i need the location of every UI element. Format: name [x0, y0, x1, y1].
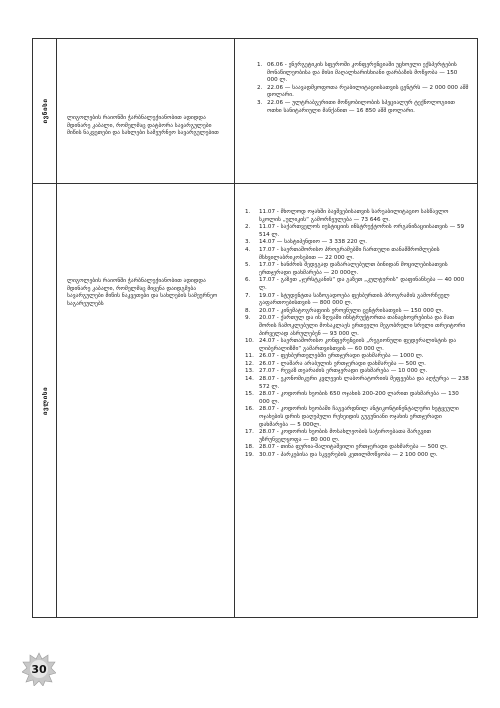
- table-row: [33, 39, 477, 184]
- items-list: [245, 209, 469, 460]
- item-text: 28.07 - თინა ფურია-შალიტაშვილი ერთჯერადი დახმარება — 500 ლ.: [259, 444, 448, 451]
- page-number-badge: [22, 652, 56, 686]
- item-text: 28.07 - კოდორის ხეობის მოსახლეობის საჭიროებათა შარგვით უზრუნველყოფა — 80 000 ლ.: [259, 429, 431, 443]
- list-item: [245, 262, 469, 277]
- list-item: [245, 247, 469, 262]
- item-text: 26.07 - ფეხბურთელებში ერთჯერადი დახმარება — 1000 ლ.: [259, 353, 424, 360]
- items-list: [257, 62, 469, 115]
- item-number: 9.: [245, 315, 251, 322]
- item-text: 06.06 - ენერგეტიკის სფეროში კონფერენციაში უცხოელი ექსპერტების მონაწილეობისა და მისი მაღალხარისხიანი დარბაზის მოწყობა — 150 000 ლ.: [267, 62, 458, 84]
- item-text: 20.07 - ქართულ და ის ზღვაში ინსტრუქტორთა თანაცხოვრებისა და მათ შორის ჩამოკლებული მოსაკლაეს ერთეული მეგობრული სრული თრეიტორი პირველად ასრულებენ — 93 000 ლ.: [259, 315, 466, 337]
- item-text: 24.07 - საერთაშორისო კონფერენციის „რეგიონული ფედერალისტის და ლიბერალიზმი“ გამართვისთვის — 60 000 ლ.: [259, 338, 457, 352]
- item-number: 17.: [245, 429, 254, 436]
- item-number: 19.: [245, 452, 254, 458]
- item-text: 20.07 - კინემატოგრაფიის ეროვნული ცენტრისათვის — 150 000 ლ.: [259, 307, 444, 314]
- list-item: [245, 209, 469, 224]
- item-number: 6.: [245, 277, 251, 284]
- list-item: [257, 62, 469, 85]
- item-text: 26.07 - ლაშარა არაბულის ერთჯერადი დახმარება — 500 ლ.: [259, 360, 426, 367]
- item-text: 27.07 - რევაზ თეარაძის ერთჯერადი დახმარება — 10 000 ლ.: [259, 368, 428, 375]
- list-item: [257, 85, 469, 100]
- month-cell: [33, 39, 57, 183]
- item-text: 22.06 — ულტრაბგერითი მოწყობილობის სპეციალურ ტექნოლოგიით ოთხი სანიტარიული მანქანით — 16 850 აშშ დოლარი.: [267, 99, 455, 114]
- list-item: [245, 224, 469, 239]
- list-item: [245, 338, 469, 353]
- list-item: [245, 315, 469, 338]
- item-number: 14.: [245, 376, 254, 383]
- list-item: [245, 239, 469, 247]
- item-number: 3.: [245, 239, 251, 246]
- item-number: 1.: [245, 209, 251, 215]
- item-text: 17.07 - საერთაშორისო პროგრამებში ჩართული თანამშრომლების მსხვილაბრიკოსებით — 22 000 ლ.: [259, 246, 440, 261]
- description-cell: [57, 39, 235, 183]
- item-number: 5.: [245, 262, 251, 269]
- description-text: ლიგოლების რაიონში ჭარბნალექიანობით ადიდდა მდინარე კაბალი, რომელმაც დატბორა სავარგულები მიწის ნაკვეთები და სახლები სამეურნეო სავარგულებით: [67, 115, 219, 137]
- table-row: [33, 184, 477, 617]
- item-text: 30.07 - პარკებისა და სკვერების კეთილმოწყობა — 2 100 000 ლ.: [259, 452, 438, 458]
- list-item: [257, 100, 469, 115]
- list-item: [245, 368, 469, 376]
- item-number: 2.: [245, 224, 251, 231]
- item-text: 17.07 - გაზეთ „ჯერსტკანის“ და გაზეთ „კულტურის“ დაფინანსება — 40 000 ლ.: [259, 277, 465, 291]
- description-text: ლიგოლების რაიონში ჭარბნალექიანობით ადიდდა მდინარე კაბალი, რომელმაც მიყენა დაიდგმება სავარგულები მიწის ნაკვეთები და სახლების სამეურნეო საგარეულებს: [67, 278, 218, 307]
- list-item: [245, 406, 469, 429]
- item-number: 13.: [245, 368, 254, 375]
- list-item: [245, 429, 469, 444]
- item-text: 28.07 - კოდორის ხეობაში ჩაგვარდნილ ანტიკონტინენტალური ხეტყეული ოჯახების დრის დაღუპული რეხეიდის გუგუნიანი ოჯახის ერთჯერადი დახმარება — 5 000ლ.: [259, 406, 459, 428]
- list-item: [245, 353, 469, 361]
- item-number: 2.: [257, 84, 263, 91]
- item-number: 3.: [257, 99, 263, 106]
- description-cell: [57, 184, 235, 617]
- list-item: [245, 293, 469, 308]
- item-number: 8.: [245, 307, 251, 314]
- item-text: 19.07 - სტუდენტთა საზოგადოება ფეხბურთის პროგრამის გამორჩეულ გაფართოებისთვის — 800 000 ლ.: [259, 292, 450, 307]
- item-number: 10.: [245, 338, 254, 345]
- item-text: 28.07 - ეკონომიკური კვლევის ლაბორატორიის მეფეებსა და აღჭურვა — 238 572 ლ.: [259, 376, 469, 390]
- item-text: 11.07 - საქართველოს იუსტიციის ინსტრუქტორის ორგანიზაციისათვის — 59 514 ლ.: [259, 224, 465, 238]
- list-item: [245, 277, 469, 292]
- items-cell: [235, 184, 477, 617]
- item-number: 1.: [257, 62, 263, 68]
- item-text: 17.07 - ხანძრის შედეგად დაზარალებულთ ბინიდან მოცილებისათვის ერთჯერადი დახმარება — 20 000ლ.: [259, 262, 448, 276]
- item-number: 4.: [245, 246, 251, 253]
- item-text: 22.06 — საავადმყოფოთა რეაბილიტაციისათვის ცენტრს — 2 000 000 აშშ დოლარი.: [267, 84, 469, 99]
- item-number: 15.: [245, 391, 254, 398]
- month-cell: [33, 184, 57, 617]
- item-number: 12.: [245, 360, 254, 367]
- item-text: 14.07 — სასტიპენდიო — 3 338 220 ლ.: [259, 239, 368, 246]
- item-number: 7.: [245, 292, 251, 299]
- content-table: [32, 38, 478, 618]
- item-text: 11.07 - მხოლოდ ოჯახში ბავშვებისათვის სარეაბილიტაციო სასწავლო სკოლის „ულიკის“ გამორჩეულება — 73 646 ლ.: [259, 209, 449, 223]
- item-number: 18.: [245, 444, 254, 451]
- month-label: ივნისი: [40, 98, 49, 124]
- list-item: [245, 376, 469, 391]
- list-item: [245, 391, 469, 406]
- month-label: ივლისი: [40, 386, 49, 415]
- list-item: [245, 452, 469, 460]
- list-item: [245, 444, 469, 452]
- item-number: 16.: [245, 406, 254, 413]
- items-cell: [235, 39, 477, 183]
- item-text: 28.07 - კოდორის ხეობის 650 ოჯახის 200-200 ლარით დახმარება — 130 000 ლ.: [259, 391, 459, 405]
- page-number: 30: [31, 662, 47, 676]
- item-number: 11.: [245, 353, 254, 360]
